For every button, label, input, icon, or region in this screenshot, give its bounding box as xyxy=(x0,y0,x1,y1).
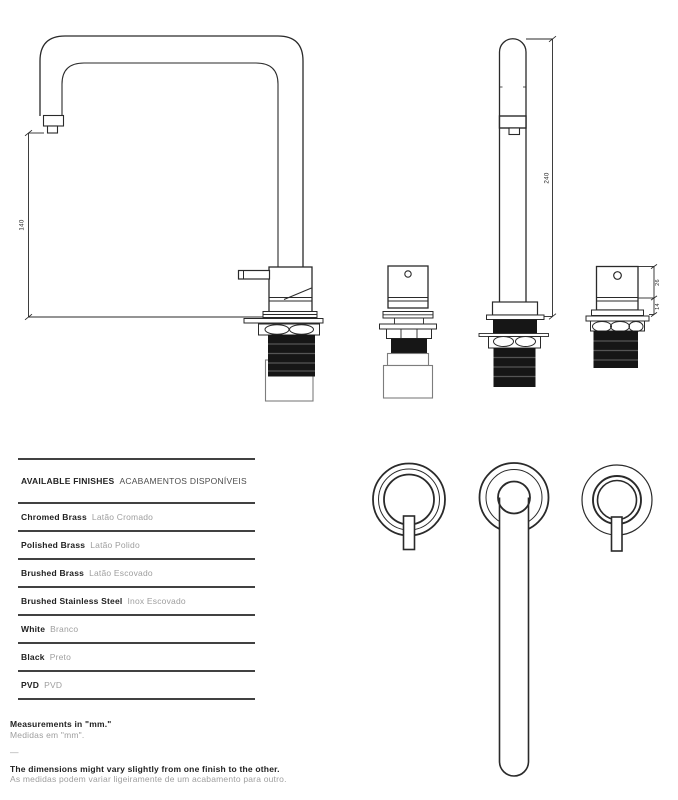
tolerance-note-en: The dimensions might vary slightly from one finish to the other. xyxy=(10,763,280,774)
valve-side-view-left xyxy=(380,266,437,398)
spout-front-view xyxy=(479,39,549,387)
lever-top xyxy=(404,516,415,550)
finish-row xyxy=(18,504,255,532)
dimension-handle-heights xyxy=(638,264,661,316)
finish-name-pt: Branco xyxy=(50,624,79,634)
valve-body xyxy=(269,267,312,312)
finish-row xyxy=(18,560,255,588)
finishes-title-en: AVAILABLE FINISHES xyxy=(21,476,115,486)
finish-name-en: Black xyxy=(21,652,45,662)
valve-side-view-right xyxy=(586,267,649,369)
spout-tip-front xyxy=(500,116,527,128)
dimension-label-front-height: 240 xyxy=(543,172,551,184)
finish-name-pt: Latão Cromado xyxy=(91,512,154,522)
units-note-en: Measurements in "mm." xyxy=(10,719,112,729)
dimension-label-handle-base: 14 xyxy=(655,303,661,310)
dimension-label-side-height: 140 xyxy=(18,219,26,231)
dimension-side-height xyxy=(19,130,264,320)
finish-name-en: Polished Brass xyxy=(21,540,86,550)
faucet-side-view xyxy=(40,36,323,401)
finish-name-pt: Preto xyxy=(49,652,72,662)
finish-row xyxy=(18,588,255,616)
spout-tip xyxy=(44,116,64,127)
finish-row xyxy=(18,644,255,672)
spout-top-view xyxy=(480,463,549,776)
finish-name-pt: PVD xyxy=(44,680,63,690)
finish-name-pt: Latão Escovado xyxy=(89,568,153,578)
finish-name-pt: Inox Escovado xyxy=(127,596,186,606)
tolerance-note-pt: As medidas podem variar ligeiramente de um acabamento para outro. xyxy=(10,774,287,784)
spout-reach-top xyxy=(500,498,529,777)
dimension-label-handle-body: 26 xyxy=(655,279,661,286)
lever-top xyxy=(612,517,623,551)
finish-name-en: PVD xyxy=(21,680,40,690)
finish-name-en: Brushed Stainless Steel xyxy=(21,596,123,606)
finish-name-pt: Latão Polido xyxy=(90,540,140,550)
measurement-notes xyxy=(10,719,287,785)
finish-name-en: White xyxy=(21,624,46,634)
finish-row xyxy=(18,616,255,644)
handle-screw-hole xyxy=(405,271,411,277)
finishes-title-pt: ACABAMENTOS DISPONÍVEIS xyxy=(119,476,247,486)
finish-row xyxy=(18,532,255,560)
finish-name-en: Brushed Brass xyxy=(21,568,85,578)
available-finishes-table xyxy=(18,458,255,700)
handle-screw-hole xyxy=(614,272,622,280)
finish-name-en: Chromed Brass xyxy=(21,512,87,522)
handle-top-view-right xyxy=(582,465,652,551)
finishes-header xyxy=(18,460,255,504)
finish-row xyxy=(18,672,255,700)
dimension-front-height xyxy=(526,36,556,319)
handle-top-view-left xyxy=(373,464,445,550)
units-note-pt: Medidas em "mm". xyxy=(10,729,85,740)
notes-separator: — xyxy=(10,747,19,757)
